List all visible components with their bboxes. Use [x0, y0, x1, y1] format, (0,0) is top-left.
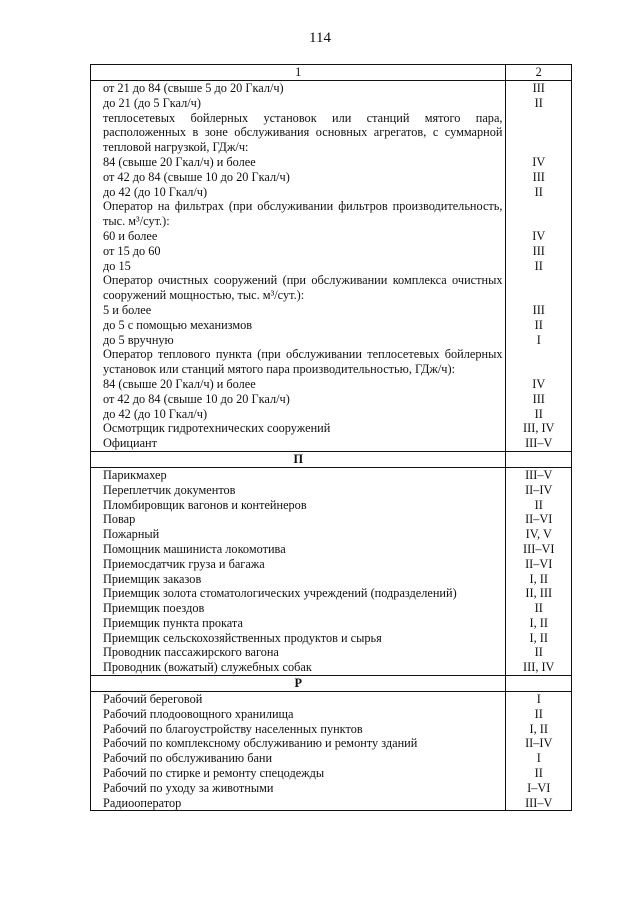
position-name: 84 (свыше 20 Гкал/ч) и более [91, 377, 506, 392]
qualification-grade: II–VI [506, 557, 572, 572]
qualification-grade: I [506, 333, 572, 348]
qualification-grade: III–V [506, 796, 572, 811]
table-row [91, 303, 572, 318]
table-row [91, 185, 572, 200]
position-name: 60 и более [91, 229, 506, 244]
qualification-grade [506, 273, 572, 303]
qualification-table [90, 64, 572, 811]
table-row [91, 96, 572, 111]
table-row [91, 586, 572, 601]
qualification-grade: III, IV [506, 421, 572, 436]
position-name: 84 (свыше 20 Гкал/ч) и более [91, 155, 506, 170]
position-name: Приемщик сельскохозяйственных продуктов и сырья [91, 631, 506, 646]
table-row [91, 407, 572, 422]
position-name: Приемщик золота стоматологических учреждений (подразделений) [91, 586, 506, 601]
qualification-grade: III [506, 303, 572, 318]
qualification-grade: III–V [506, 436, 572, 451]
table-row [91, 244, 572, 259]
qualification-grade: II–IV [506, 736, 572, 751]
table-row [91, 81, 572, 96]
qualification-grade: II–VI [506, 512, 572, 527]
table-row [91, 645, 572, 660]
position-name: Приемщик пункта проката [91, 616, 506, 631]
position-name: 5 и более [91, 303, 506, 318]
table-row [91, 377, 572, 392]
qualification-grade: III, IV [506, 660, 572, 675]
table-row [91, 660, 572, 675]
qualification-grade: III [506, 244, 572, 259]
position-name: Осмотрщик гидротехнических сооружений [91, 421, 506, 436]
qualification-grade: II [506, 185, 572, 200]
position-name: Радиооператор [91, 796, 506, 811]
table-row [91, 421, 572, 436]
table-row [91, 766, 572, 781]
qualification-grade: II [506, 318, 572, 333]
position-name: Пожарный [91, 527, 506, 542]
table-row [91, 229, 572, 244]
section-grade-empty [506, 451, 572, 467]
table-row [91, 199, 572, 229]
section-letter: Р [91, 676, 506, 692]
qualification-grade: II, III [506, 586, 572, 601]
position-name: от 21 до 84 (свыше 5 до 20 Гкал/ч) [91, 81, 506, 96]
table-row [91, 333, 572, 348]
qualification-grade: III [506, 81, 572, 96]
position-name: Оператор очистных сооружений (при обслуживании комплекса очистных сооружений мощностью, тыс. м³/сут.): [91, 273, 506, 303]
table-row [91, 498, 572, 513]
qualification-grade: II [506, 707, 572, 722]
qualification-grade: I, II [506, 722, 572, 737]
position-name: Приемосдатчик груза и багажа [91, 557, 506, 572]
table-row [91, 155, 572, 170]
qualification-grade: I, II [506, 631, 572, 646]
position-name: Рабочий береговой [91, 692, 506, 707]
page-number: 114 [309, 30, 331, 46]
qualification-grade: I [506, 692, 572, 707]
table-row [91, 436, 572, 451]
position-name: Рабочий по уходу за животными [91, 781, 506, 796]
header-col-1: 1 [91, 65, 506, 81]
position-name: Рабочий плодоовощного хранилища [91, 707, 506, 722]
qualification-grade: II [506, 498, 572, 513]
position-name: Проводник (вожатый) служебных собак [91, 660, 506, 675]
table-row [91, 318, 572, 333]
qualification-grade [506, 347, 572, 377]
position-name: Пломбировщик вагонов и контейнеров [91, 498, 506, 513]
table-row [91, 483, 572, 498]
table-row [91, 796, 572, 811]
qualification-grade: II [506, 96, 572, 111]
qualification-grade: III [506, 170, 572, 185]
qualification-grade: IV, V [506, 527, 572, 542]
qualification-grade: IV [506, 155, 572, 170]
position-name: Рабочий по обслуживанию бани [91, 751, 506, 766]
table-row [91, 273, 572, 303]
table-row [91, 467, 572, 482]
table-row [91, 692, 572, 707]
position-name: до 5 с помощью механизмов [91, 318, 506, 333]
qualification-grade [506, 111, 572, 155]
table-row [91, 616, 572, 631]
qualification-grade: I [506, 751, 572, 766]
table-row [91, 512, 572, 527]
table-row [91, 631, 572, 646]
position-name: Рабочий по комплексному обслуживанию и ремонту зданий [91, 736, 506, 751]
table-row [91, 751, 572, 766]
position-name: до 42 (до 10 Гкал/ч) [91, 407, 506, 422]
qualification-grade: I, II [506, 616, 572, 631]
table-row [91, 722, 572, 737]
position-name: до 42 (до 10 Гкал/ч) [91, 185, 506, 200]
table-header-row [91, 65, 572, 81]
qualification-grade: II [506, 645, 572, 660]
position-name: Рабочий по благоустройству населенных пунктов [91, 722, 506, 737]
position-name: от 42 до 84 (свыше 10 до 20 Гкал/ч) [91, 392, 506, 407]
section-letter: П [91, 451, 506, 467]
table-row [91, 259, 572, 274]
header-col-2: 2 [506, 65, 572, 81]
table-row [91, 347, 572, 377]
position-name: от 42 до 84 (свыше 10 до 20 Гкал/ч) [91, 170, 506, 185]
table-row [91, 572, 572, 587]
position-name: Приемщик поездов [91, 601, 506, 616]
position-name: Рабочий по стирке и ремонту спецодежды [91, 766, 506, 781]
table-row [91, 557, 572, 572]
qualification-grade: I, II [506, 572, 572, 587]
section-header-p [91, 451, 572, 467]
table-row [91, 601, 572, 616]
position-name: Официант [91, 436, 506, 451]
position-name: Переплетчик документов [91, 483, 506, 498]
position-name: теплосетевых бойлерных установок или станций мятого пара, расположенных в зоне обслуживания основных агрегатов, с суммарной тепловой нагрузкой, ГДж/ч: [91, 111, 506, 155]
position-name: до 15 [91, 259, 506, 274]
table-row [91, 111, 572, 155]
table-row [91, 542, 572, 557]
position-name: Проводник пассажирского вагона [91, 645, 506, 660]
position-name: Оператор на фильтрах (при обслуживании фильтров производительность, тыс. м³/сут.): [91, 199, 506, 229]
position-name: Парикмахер [91, 467, 506, 482]
qualification-grade: II–IV [506, 483, 572, 498]
qualification-grade: III–VI [506, 542, 572, 557]
position-name: Помощник машиниста локомотива [91, 542, 506, 557]
position-name: Оператор теплового пункта (при обслуживании теплосетевых бойлерных установок или станций мятого пара производительностью, ГДж/ч): [91, 347, 506, 377]
table-row [91, 527, 572, 542]
position-name: до 21 (до 5 Гкал/ч) [91, 96, 506, 111]
position-name: до 5 вручную [91, 333, 506, 348]
qualification-grade: II [506, 766, 572, 781]
qualification-grade: III–V [506, 467, 572, 482]
qualification-grade: I–VI [506, 781, 572, 796]
qualification-grade: IV [506, 377, 572, 392]
section-grade-empty [506, 676, 572, 692]
position-name: от 15 до 60 [91, 244, 506, 259]
table-row [91, 707, 572, 722]
position-name: Приемщик заказов [91, 572, 506, 587]
table-row [91, 781, 572, 796]
table-row [91, 392, 572, 407]
position-name: Повар [91, 512, 506, 527]
qualification-grade [506, 199, 572, 229]
qualification-grade: IV [506, 229, 572, 244]
table-row [91, 736, 572, 751]
qualification-grade: II [506, 407, 572, 422]
table-row [91, 170, 572, 185]
section-header-r [91, 676, 572, 692]
qualification-grade: III [506, 392, 572, 407]
qualification-grade: II [506, 601, 572, 616]
qualification-grade: II [506, 259, 572, 274]
